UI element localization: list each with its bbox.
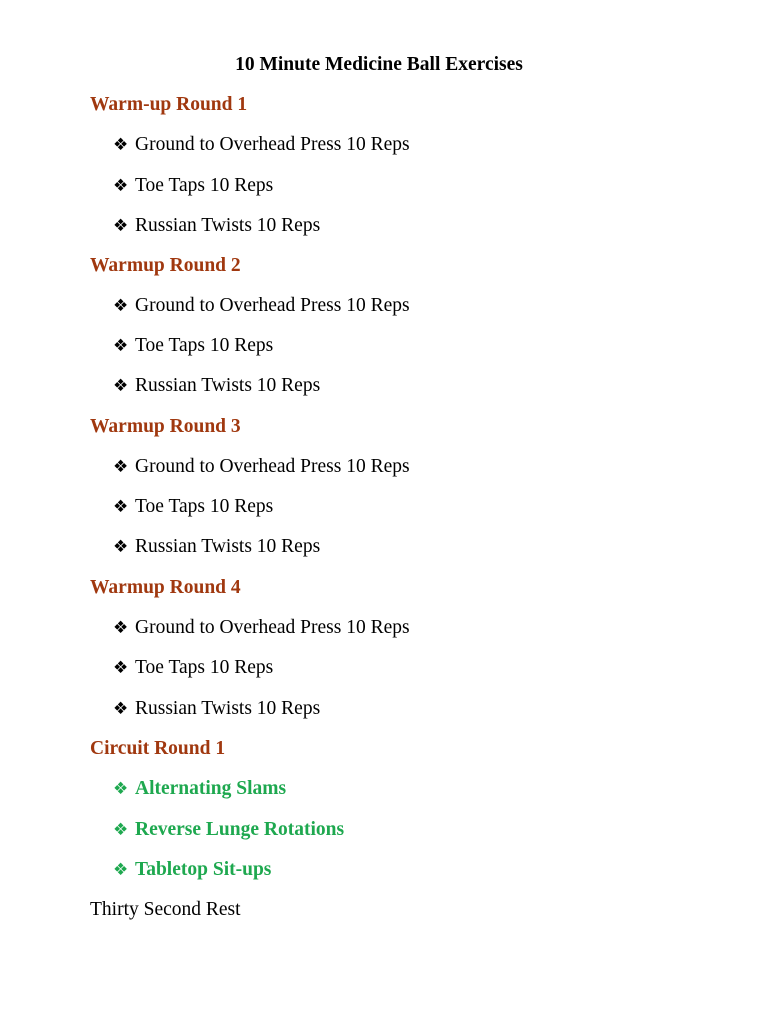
diamond-bullet-icon: ❖	[113, 336, 129, 356]
list-item-label: Ground to Overhead Press 10 Reps	[135, 134, 410, 155]
list-item-label: Ground to Overhead Press 10 Reps	[135, 617, 410, 638]
diamond-bullet-icon: ❖	[113, 216, 129, 236]
list-item-label: Toe Taps 10 Reps	[135, 175, 274, 196]
list-item	[113, 294, 410, 318]
diamond-bullet-icon: ❖	[113, 497, 129, 517]
list-item-circuit	[113, 818, 344, 842]
list-item	[113, 616, 410, 640]
section-heading: Warmup Round 3	[90, 416, 241, 437]
list-item-label: Alternating Slams	[135, 778, 287, 799]
list-item	[113, 535, 320, 559]
list-item	[113, 334, 273, 358]
rest-note: Thirty Second Rest	[90, 899, 241, 920]
diamond-bullet-icon: ❖	[113, 296, 129, 316]
diamond-bullet-icon: ❖	[113, 135, 129, 155]
list-item-label: Russian Twists 10 Reps	[135, 698, 321, 719]
list-item-label: Toe Taps 10 Reps	[135, 657, 274, 678]
list-item-label: Reverse Lunge Rotations	[135, 819, 345, 840]
diamond-bullet-icon: ❖	[113, 860, 129, 880]
list-item-label: Russian Twists 10 Reps	[135, 536, 321, 557]
list-item-label: Ground to Overhead Press 10 Reps	[135, 456, 410, 477]
list-item-label: Tabletop Sit-ups	[135, 859, 272, 880]
list-item	[113, 374, 320, 398]
diamond-bullet-icon: ❖	[113, 176, 129, 196]
page-title: 10 Minute Medicine Ball Exercises	[235, 54, 523, 75]
list-item	[113, 697, 320, 721]
list-item	[113, 455, 410, 479]
diamond-bullet-icon: ❖	[113, 699, 129, 719]
list-item-label: Russian Twists 10 Reps	[135, 215, 321, 236]
list-item	[113, 174, 273, 198]
diamond-bullet-icon: ❖	[113, 779, 129, 799]
list-item	[113, 495, 273, 519]
list-item-label: Toe Taps 10 Reps	[135, 496, 274, 517]
diamond-bullet-icon: ❖	[113, 376, 129, 396]
list-item	[113, 214, 320, 238]
diamond-bullet-icon: ❖	[113, 457, 129, 477]
diamond-bullet-icon: ❖	[113, 658, 129, 678]
section-heading: Circuit Round 1	[90, 738, 226, 759]
list-item-label: Toe Taps 10 Reps	[135, 335, 274, 356]
list-item	[113, 656, 273, 680]
diamond-bullet-icon: ❖	[113, 537, 129, 557]
list-item-label: Russian Twists 10 Reps	[135, 375, 321, 396]
diamond-bullet-icon: ❖	[113, 618, 129, 638]
section-heading: Warmup Round 2	[90, 255, 241, 276]
section-heading: Warmup Round 4	[90, 577, 241, 598]
section-heading: Warm-up Round 1	[90, 94, 248, 115]
list-item	[113, 133, 410, 157]
diamond-bullet-icon: ❖	[113, 820, 129, 840]
list-item-circuit	[113, 777, 286, 801]
list-item-label: Ground to Overhead Press 10 Reps	[135, 295, 410, 316]
list-item-circuit	[113, 858, 271, 882]
